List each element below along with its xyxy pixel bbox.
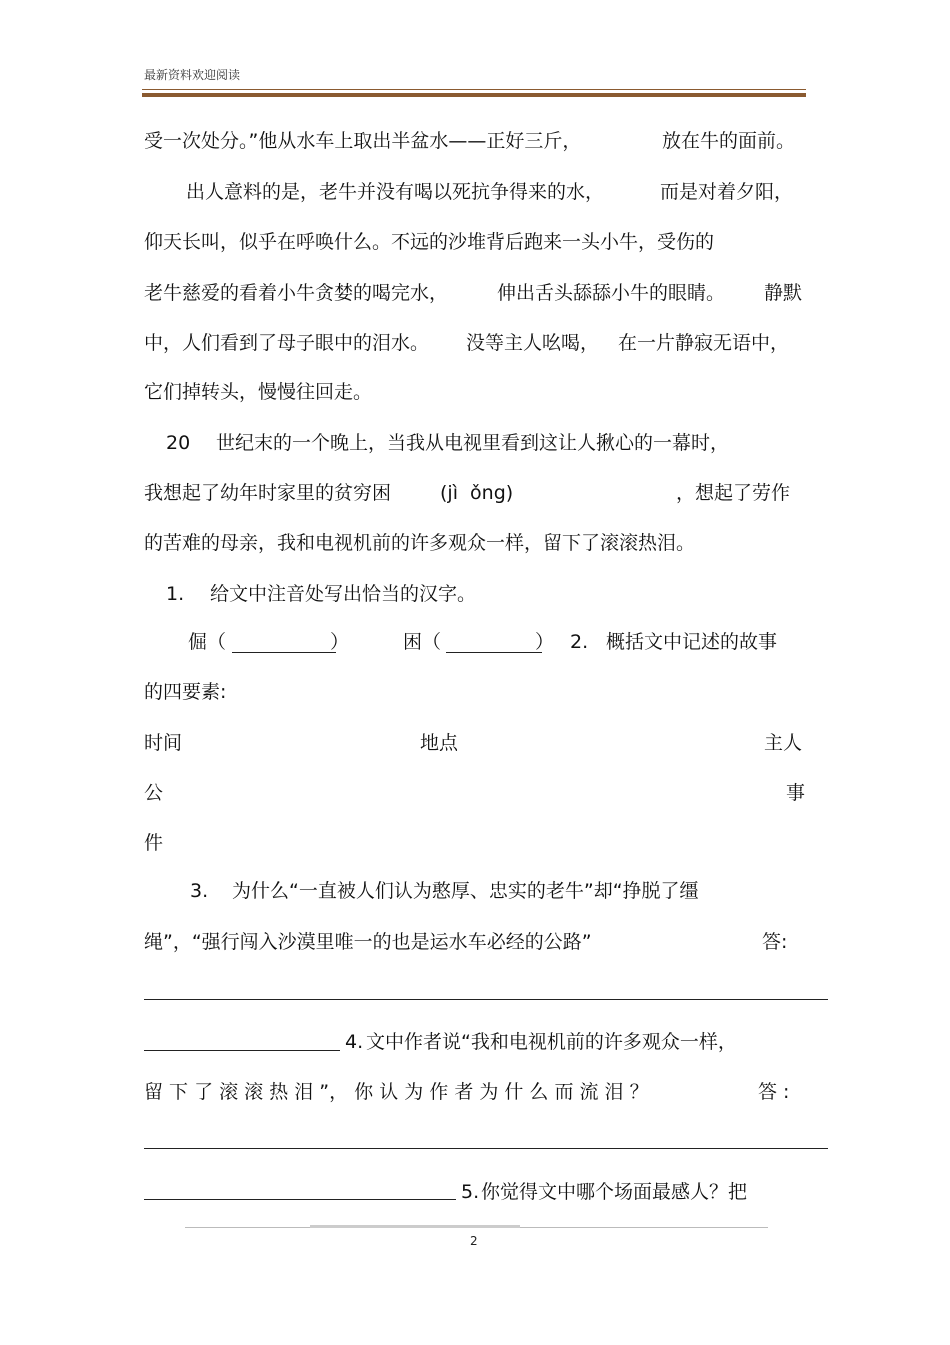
element-label: 主人 bbox=[764, 732, 803, 754]
text-line: 放在牛的面前。 bbox=[662, 130, 796, 152]
text-line: 而是对着夕阳， bbox=[660, 181, 794, 203]
page-header: 最新资料欢迎阅读 bbox=[144, 68, 241, 82]
header-rule-thin bbox=[142, 89, 806, 90]
text-line: 它们掉转头，慢慢往回走。 bbox=[144, 381, 373, 403]
question-text: 你觉得文中哪个场面最感人？把 bbox=[481, 1181, 748, 1203]
text-line: 在一片静寂无语中， bbox=[618, 332, 790, 354]
element-label: 公 bbox=[144, 782, 164, 804]
text-line: 出人意料的是，老牛并没有喝以死抗争得来的水， bbox=[186, 181, 605, 203]
text-line: 伸出舌头舔舔小牛的眼睛。 bbox=[497, 282, 726, 304]
question-text: 留 下 了 滚 滚 热 泪 ”， 你 认 为 作 者 为 什 么 而 流 泪 ？ bbox=[144, 1081, 649, 1103]
answer-line[interactable] bbox=[144, 1050, 340, 1051]
pinyin-annotation: (jì ǒng) bbox=[440, 482, 514, 504]
question-number: 4. bbox=[345, 1031, 364, 1053]
question-number: 2. bbox=[570, 631, 589, 653]
element-label: 时间 bbox=[144, 732, 183, 754]
text-line: 仰天长叫，似乎在呼唤什么。不远的沙堆背后跑来一头小牛，受伤的 bbox=[144, 231, 715, 253]
element-label: 件 bbox=[144, 832, 164, 854]
answer-line[interactable] bbox=[144, 999, 828, 1000]
answer-label: 困（ bbox=[403, 631, 442, 653]
element-label: 事 bbox=[786, 782, 806, 804]
element-label: 地点 bbox=[420, 732, 459, 754]
answer-line[interactable] bbox=[144, 1148, 828, 1149]
text-line: 没等主人吆喝， bbox=[466, 332, 600, 354]
text-line: 20 bbox=[166, 432, 191, 454]
question-text: 概括文中记述的故事 bbox=[606, 631, 778, 653]
answer-blank-1[interactable] bbox=[232, 652, 336, 653]
question-text: 绳”，“强行闯入沙漠里唯一的也是运水车必经的公路” bbox=[144, 931, 592, 953]
answer-label: ） bbox=[535, 631, 555, 653]
answer-label: ） bbox=[330, 631, 350, 653]
answer-line[interactable] bbox=[144, 1199, 456, 1200]
answer-prompt: 答: bbox=[762, 931, 788, 953]
question-text: 的四要素: bbox=[144, 681, 227, 703]
page-number: 2 bbox=[470, 1234, 478, 1248]
question-text: 给文中注音处写出恰当的汉字。 bbox=[210, 583, 477, 605]
question-number: 5. bbox=[461, 1181, 480, 1203]
question-number: 3. bbox=[190, 880, 209, 902]
text-line: ，想起了劳作 bbox=[676, 482, 791, 504]
text-line: 老牛慈爱的看着小牛贪婪的喝完水， bbox=[144, 282, 449, 304]
text-line: 静默 bbox=[764, 282, 803, 304]
text-line: 中，人们看到了母子眼中的泪水。 bbox=[144, 332, 430, 354]
question-text: 为什么“一直被人们认为憨厚、忠实的老牛”却“挣脱了缰 bbox=[232, 880, 699, 902]
answer-blank-2[interactable] bbox=[446, 652, 542, 653]
question-text: 文中作者说“我和电视机前的许多观众一样， bbox=[366, 1031, 737, 1053]
answer-label: 倔（ bbox=[188, 631, 227, 653]
text-line: 受一次处分。”他从水车上取出半盆水——正好三斤， bbox=[144, 130, 582, 152]
footer-rule-shade bbox=[310, 1225, 520, 1228]
question-number: 1. bbox=[166, 583, 185, 605]
answer-prompt: 答 : bbox=[758, 1081, 790, 1103]
text-line: 世纪末的一个晚上，当我从电视里看到这让人揪心的一幕时， bbox=[216, 432, 730, 454]
text-line: 我想起了幼年时家里的贫穷困 bbox=[144, 482, 392, 504]
text-line: 的苦难的母亲，我和电视机前的许多观众一样，留下了滚滚热泪。 bbox=[144, 532, 696, 554]
header-rule-thick bbox=[142, 93, 806, 97]
